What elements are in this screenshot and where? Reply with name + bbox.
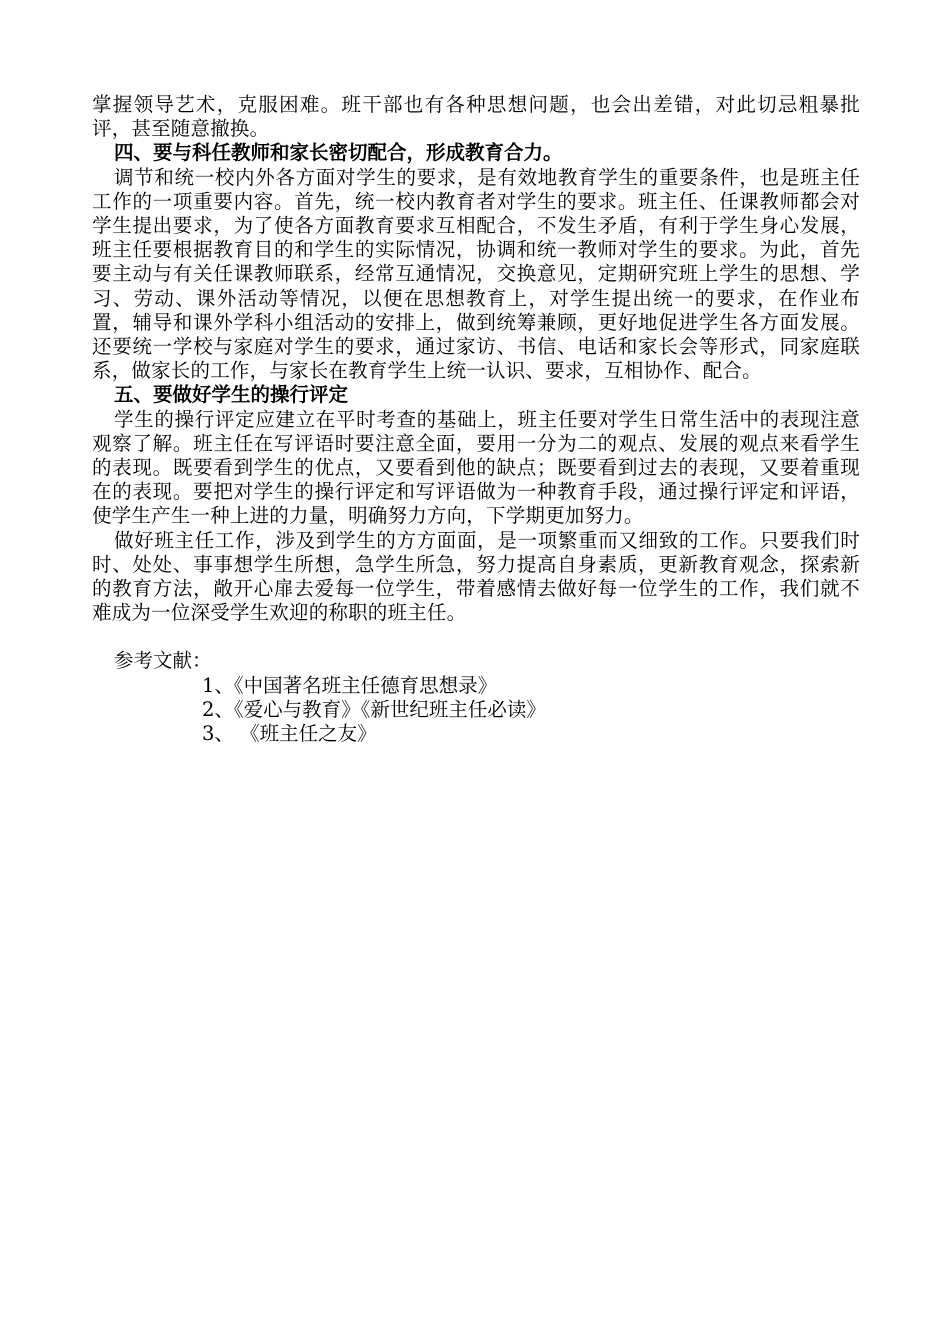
reference-item: 3、 《班主任之友》 bbox=[202, 722, 377, 746]
paragraph-coordination: 调节和统一校内外各方面对学生的要求，是有效地教育学生的重要条件，也是班主任工作的一项重要内容。首先，统一校内教育者对学生的要求。班主任、任课教师都会对学生提出要求，为了使各方面教育要求互相配合，不发生矛盾，有利于学生身心发展，班主任要根据教育目的和学生的实际情况，协调和统一教师对学生的要求。为此，首先要主动与有关任课教师联系，经常互通情况，交换意见，定期研究班上学生的思想、学习、劳动、课外活动等情况，以便在思想教育上，对学生提出统一的要求，在作业布置，辅导和课外学科小组活动的安排上，做到统筹兼顾，更好地促进学生各方面发展。还要统一学校与家庭对学生的要求，通过家访、书信、电话和家长会等形式，同家庭联系，做家长的工作，与家长在教育学生上统一认识、要求，互相协作、配合。 bbox=[92, 165, 860, 383]
section-heading-4: 四、要与科任教师和家长密切配合，形成教育合力。 bbox=[114, 141, 563, 165]
document-page bbox=[92, 93, 860, 746]
section-heading-5: 五、要做好学生的操行评定 bbox=[114, 383, 349, 407]
references-section bbox=[92, 649, 860, 746]
references-title: 参考文献： bbox=[114, 649, 212, 673]
reference-item: 2、《爱心与教育》《新世纪班主任必读》 bbox=[202, 697, 546, 721]
paragraph-conduct-evaluation: 学生的操行评定应建立在平时考查的基础上，班主任要对学生日常生活中的表现注意观察了解。班主任在写评语时要注意全面，要用一分为二的观点、发展的观点来看学生的表现。既要看到学生的优点，又要看到他的缺点；既要看到过去的表现，又要着重现在的表现。要把对学生的操行评定和写评语做为一种教育手段，通过操行评定和评语，使学生产生一种上进的力量，明确努力方向，下学期更加努力。 bbox=[92, 407, 860, 528]
paragraph-conclusion: 做好班主任工作，涉及到学生的方方面面，是一项繁重而又细致的工作。只要我们时时、处处、事事想学生所想，急学生所急，努力提高自身素质，更新教育观念，探索新的教育方法，敞开心扉去爱每一位学生，带着感情去做好每一位学生的工作，我们就不难成为一位深受学生欢迎的称职的班主任。 bbox=[92, 528, 860, 625]
paragraph-continuation: 掌握领导艺术，克服困难。班干部也有各种思想问题，也会出差错，对此切忌粗暴批评，甚至随意撤换。 bbox=[92, 93, 860, 141]
reference-item: 1、《中国著名班主任德育思想录》 bbox=[202, 673, 498, 697]
